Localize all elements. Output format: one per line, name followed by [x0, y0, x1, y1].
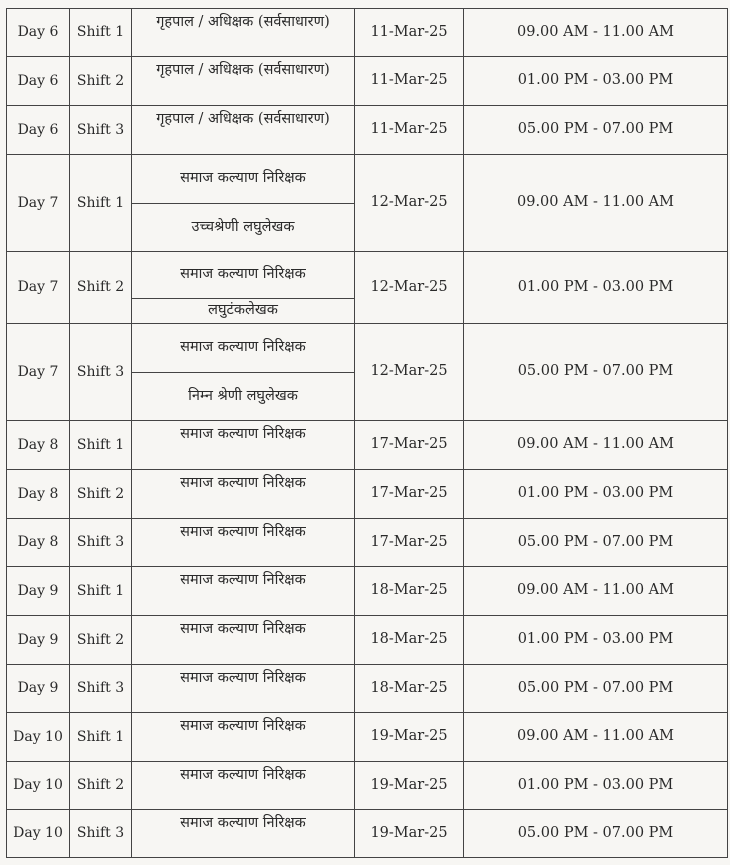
post-cell — [132, 810, 355, 858]
schedule-table-body — [7, 9, 728, 858]
day-cell: Day 7 — [7, 252, 70, 324]
shift-cell: Shift 3 — [70, 810, 132, 858]
date-cell: 12-Mar-25 — [355, 324, 464, 421]
date-cell: 12-Mar-25 — [355, 252, 464, 324]
date-cell: 17-Mar-25 — [355, 519, 464, 567]
shift-cell: Shift 1 — [70, 155, 132, 252]
post-cell — [132, 470, 355, 519]
time-cell: 05.00 PM - 07.00 PM — [464, 324, 728, 421]
post-name: समाज कल्याण निरिक्षक — [180, 767, 306, 783]
date-cell: 19-Mar-25 — [355, 762, 464, 810]
time-cell: 09.00 AM - 11.00 AM — [464, 567, 728, 616]
post-name: समाज कल्याण निरिक्षक — [180, 524, 306, 540]
table-row — [7, 324, 728, 421]
post-cell — [132, 762, 355, 810]
post-name: गृहपाल / अधिक्षक (सर्वसाधारण) — [156, 111, 330, 127]
time-cell: 09.00 AM - 11.00 AM — [464, 421, 728, 470]
day-cell: Day 10 — [7, 713, 70, 762]
shift-cell: Shift 3 — [70, 324, 132, 421]
post-name: समाज कल्याण निरिक्षक — [180, 170, 306, 187]
post-cell — [132, 519, 355, 567]
date-cell: 11-Mar-25 — [355, 9, 464, 57]
time-cell: 09.00 AM - 11.00 AM — [464, 713, 728, 762]
day-cell: Day 8 — [7, 519, 70, 567]
day-cell: Day 8 — [7, 421, 70, 470]
post-name: समाज कल्याण निरिक्षक — [180, 266, 306, 283]
table-row — [7, 519, 728, 567]
date-cell: 18-Mar-25 — [355, 616, 464, 665]
table-row — [7, 567, 728, 616]
table-row — [7, 616, 728, 665]
post-name: समाज कल्याण निरिक्षक — [180, 718, 306, 734]
table-row — [7, 762, 728, 810]
table-row — [7, 470, 728, 519]
shift-cell: Shift 2 — [70, 470, 132, 519]
date-cell: 11-Mar-25 — [355, 106, 464, 155]
time-cell: 01.00 PM - 03.00 PM — [464, 470, 728, 519]
time-cell: 01.00 PM - 03.00 PM — [464, 762, 728, 810]
day-cell: Day 8 — [7, 470, 70, 519]
time-cell: 05.00 PM - 07.00 PM — [464, 106, 728, 155]
post-cell — [132, 155, 355, 252]
post-cell — [132, 616, 355, 665]
day-cell: Day 9 — [7, 665, 70, 713]
day-cell: Day 9 — [7, 616, 70, 665]
shift-cell: Shift 3 — [70, 665, 132, 713]
shift-cell: Shift 1 — [70, 567, 132, 616]
table-row — [7, 713, 728, 762]
post-cell — [132, 421, 355, 470]
date-cell: 11-Mar-25 — [355, 57, 464, 106]
date-cell: 17-Mar-25 — [355, 470, 464, 519]
date-cell: 17-Mar-25 — [355, 421, 464, 470]
post-cell — [132, 665, 355, 713]
table-row — [7, 9, 728, 57]
post-name: लघुटंकलेखक — [132, 298, 354, 323]
day-cell: Day 7 — [7, 324, 70, 421]
table-row — [7, 810, 728, 858]
post-name: निम्न श्रेणी लघुलेखक — [132, 372, 354, 420]
post-name: समाज कल्याण निरिक्षक — [180, 475, 306, 491]
post-cell — [132, 106, 355, 155]
shift-cell: Shift 2 — [70, 616, 132, 665]
day-cell: Day 6 — [7, 9, 70, 57]
post-name: गृहपाल / अधिक्षक (सर्वसाधारण) — [156, 62, 330, 78]
day-cell: Day 7 — [7, 155, 70, 252]
shift-cell: Shift 1 — [70, 421, 132, 470]
exam-schedule-table — [6, 8, 728, 858]
table-row — [7, 155, 728, 252]
post-name: समाज कल्याण निरिक्षक — [180, 621, 306, 637]
date-cell: 12-Mar-25 — [355, 155, 464, 252]
table-row — [7, 421, 728, 470]
shift-cell: Shift 2 — [70, 57, 132, 106]
post-name: समाज कल्याण निरिक्षक — [180, 426, 306, 442]
schedule-sheet — [6, 8, 728, 858]
table-row — [7, 252, 728, 324]
date-cell: 18-Mar-25 — [355, 567, 464, 616]
shift-cell: Shift 2 — [70, 762, 132, 810]
time-cell: 09.00 AM - 11.00 AM — [464, 9, 728, 57]
shift-cell: Shift 1 — [70, 713, 132, 762]
post-cell — [132, 57, 355, 106]
time-cell: 05.00 PM - 07.00 PM — [464, 665, 728, 713]
date-cell: 19-Mar-25 — [355, 713, 464, 762]
post-cell — [132, 567, 355, 616]
post-cell — [132, 713, 355, 762]
shift-cell: Shift 3 — [70, 519, 132, 567]
day-cell: Day 6 — [7, 106, 70, 155]
shift-cell: Shift 3 — [70, 106, 132, 155]
day-cell: Day 9 — [7, 567, 70, 616]
table-row — [7, 106, 728, 155]
table-row — [7, 665, 728, 713]
post-name: समाज कल्याण निरिक्षक — [180, 572, 306, 588]
post-name: समाज कल्याण निरिक्षक — [180, 670, 306, 686]
post-name: उच्चश्रेणी लघुलेखक — [132, 203, 354, 251]
day-cell: Day 10 — [7, 762, 70, 810]
time-cell: 05.00 PM - 07.00 PM — [464, 519, 728, 567]
time-cell: 01.00 PM - 03.00 PM — [464, 57, 728, 106]
day-cell: Day 10 — [7, 810, 70, 858]
time-cell: 01.00 PM - 03.00 PM — [464, 616, 728, 665]
post-cell — [132, 9, 355, 57]
shift-cell: Shift 2 — [70, 252, 132, 324]
table-row — [7, 57, 728, 106]
date-cell: 19-Mar-25 — [355, 810, 464, 858]
date-cell: 18-Mar-25 — [355, 665, 464, 713]
shift-cell: Shift 1 — [70, 9, 132, 57]
day-cell: Day 6 — [7, 57, 70, 106]
time-cell: 09.00 AM - 11.00 AM — [464, 155, 728, 252]
post-name: समाज कल्याण निरिक्षक — [180, 815, 306, 831]
post-cell — [132, 252, 355, 324]
post-name: समाज कल्याण निरिक्षक — [180, 339, 306, 356]
time-cell: 01.00 PM - 03.00 PM — [464, 252, 728, 324]
time-cell: 05.00 PM - 07.00 PM — [464, 810, 728, 858]
post-cell — [132, 324, 355, 421]
post-name: गृहपाल / अधिक्षक (सर्वसाधारण) — [156, 14, 330, 30]
